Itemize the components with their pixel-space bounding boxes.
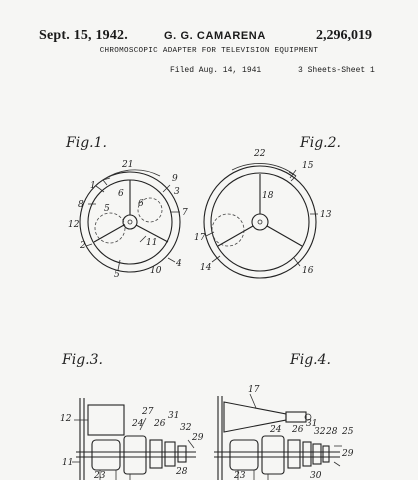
fig3-ref-31: 31 [168,411,180,421]
fig3-ref-27: 27 [142,407,154,417]
fig2-reference-numerals [194,149,332,276]
fig4-label: Fig.4. [290,352,331,368]
fig1-ref-3: 3 [174,187,180,197]
figure-1 [65,135,188,280]
fig4-ref-17: 17 [248,385,260,395]
patent-title: CHROMOSCOPIC ADAPTER FOR TELEVISION EQUIPMENT [99,47,319,55]
fig1-ref-4: 4 [176,259,182,269]
fig4-ref-25: 25 [342,427,354,437]
fig1-ref-6b: 6 [138,199,144,209]
fig4-ref-29: 29 [342,449,354,459]
figure-4 [214,352,354,480]
patent-number: 2,296,019 [316,28,372,43]
fig3-ref-12: 12 [60,414,72,424]
fig4-ref-30: 30 [310,471,322,480]
fig3-ref-29: 29 [192,433,204,443]
fig1-ref-10: 10 [150,266,162,276]
fig4-ref-28: 28 [326,427,338,437]
sheet-count: 3 Sheets-Sheet 1 [298,66,375,75]
fig4-apparatus [214,394,342,480]
fig1-ref-2: 2 [80,241,86,251]
fig4-ref-32: 32 [314,427,326,437]
fig2-ref-13: 13 [320,210,332,220]
fig3-ref-24: 24 [132,419,144,429]
fig2-ref-18: 18 [262,191,274,201]
fig1-ref-12: 12 [68,220,80,230]
fig3-reference-numerals [60,407,204,480]
fig1-ref-9: 9 [172,174,178,184]
fig2-ref-16: 16 [302,266,314,276]
fig1-label: Fig.1. [66,135,107,151]
figure-2 [194,135,341,278]
fig2-ref-15: 15 [302,161,314,171]
fig1-ref-6a: 6 [118,189,124,199]
fig1-ref-5b: 5 [114,270,120,280]
fig1-ref-11: 11 [146,238,158,248]
fig2-label: Fig.2. [300,135,341,151]
fig1-ref-8: 8 [78,200,84,210]
fig2-ref-17: 17 [194,233,206,243]
fig3-label: Fig.3. [62,352,103,368]
patent-date: Sept. 15, 1942. [39,28,128,43]
fig3-ref-26: 26 [154,419,166,429]
fig4-ref-23: 23 [234,471,246,480]
fig4-reference-numerals [233,385,354,480]
fig4-ref-24: 24 [270,425,282,435]
fig1-ref-21: 21 [122,160,134,170]
filing-date: Filed Aug. 14, 1941 [170,66,262,75]
fig2-ref-14: 14 [200,263,212,273]
fig3-ref-23: 23 [94,471,106,480]
fig4-ref-26: 26 [292,425,304,435]
fig3-ref-11: 11 [62,458,74,468]
fig2-ref-22: 22 [254,149,266,159]
fig3-ref-32: 32 [180,423,192,433]
fig4-ref-31: 31 [306,419,318,429]
figure-3 [60,352,204,480]
fig3-ref-28: 28 [176,467,188,477]
fig2-disc [204,163,318,278]
fig1-ref-5a: 5 [104,204,110,214]
inventor-name: G. G. CAMARENA [164,30,266,42]
fig1-ref-7: 7 [182,208,188,218]
fig1-reference-numerals [68,160,188,280]
fig1-ref-1: 1 [90,181,96,191]
